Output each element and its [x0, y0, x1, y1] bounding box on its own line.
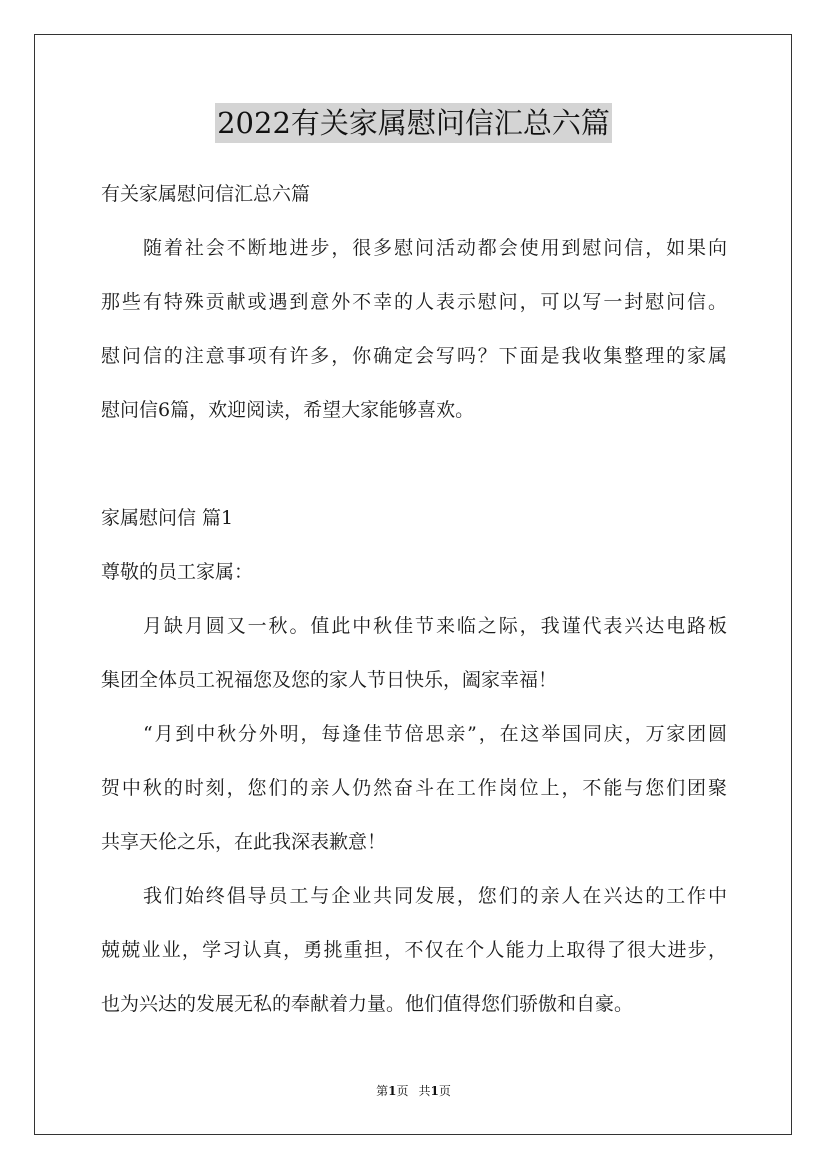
page-footer: [0, 1083, 827, 1099]
body-line: 兢兢业业，学习认真，勇挑重担，不仅在个人能力上取得了很大进步，: [101, 939, 727, 961]
title-block: [0, 103, 827, 143]
section-heading: 家属慰问信 篇1: [101, 507, 234, 529]
document-subtitle: 有关家属慰问信汇总六篇: [101, 183, 311, 205]
page-number: 1: [388, 1084, 397, 1098]
body-line: 共享天伦之乐，在此我深表歉意！: [101, 831, 387, 853]
body-line: 贺中秋的时刻，您们的亲人仍然奋斗在工作岗位上，不能与您们团聚: [101, 777, 727, 799]
salutation: 尊敬的员工家属：: [101, 561, 254, 583]
total-prefix: 共: [418, 1084, 431, 1098]
body-line: 也为兴达的发展无私的奉献着力量。他们值得您们骄傲和自豪。: [101, 993, 634, 1015]
intro-line: 慰问信的注意事项有许多，你确定会写吗？下面是我收集整理的家属: [101, 345, 727, 367]
total-number: 1: [430, 1084, 439, 1098]
document-title: 2022有关家属慰问信汇总六篇: [215, 103, 612, 143]
intro-line: 那些有特殊贡献或遇到意外不幸的人表示慰问，可以写一封慰问信。: [101, 291, 727, 313]
intro-line: 随着社会不断地进步，很多慰问活动都会使用到慰问信，如果向: [143, 237, 727, 259]
page-prefix: 第: [376, 1084, 389, 1098]
body-line: “月到中秋分外明，每逢佳节倍思亲”，在这举国同庆，万家团圆: [143, 723, 727, 745]
body-line: 我们始终倡导员工与企业共同发展，您们的亲人在兴达的工作中: [143, 885, 727, 907]
body-line: 月缺月圆又一秋。值此中秋佳节来临之际，我谨代表兴达电路板: [143, 615, 727, 637]
page-suffix: 页: [396, 1084, 409, 1098]
body-line: 集团全体员工祝福您及您的家人节日快乐，阖家幸福！: [101, 669, 558, 691]
intro-line: 慰问信6篇，欢迎阅读，希望大家能够喜欢。: [101, 399, 475, 421]
total-suffix: 页: [438, 1084, 451, 1098]
